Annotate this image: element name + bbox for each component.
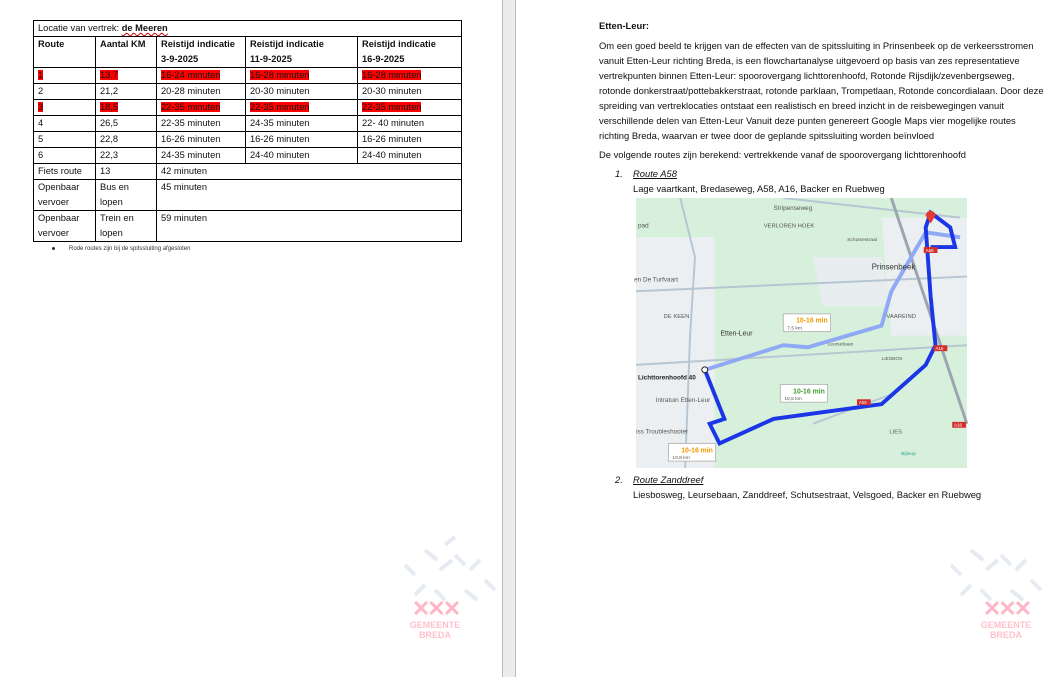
table-cell	[358, 100, 462, 116]
route-streets: Liesbosweg, Leursebaan, Zanddreef, Schutsestraat, Velsgoed, Backer en Ruebweg	[633, 489, 982, 500]
table-cell	[358, 116, 462, 132]
header-line: 16-9-2025	[362, 54, 405, 64]
cell-text: 2	[38, 86, 44, 96]
table-cell	[157, 68, 246, 84]
cell-text: 16-26 minuten	[362, 134, 422, 144]
svg-text:10-16 min: 10-16 min	[681, 447, 713, 455]
table-cell: Fiets route	[34, 164, 96, 180]
route-item-2	[615, 472, 1047, 502]
location-label: Locatie van vertrek:	[38, 23, 122, 33]
cell-text: 16-26 minuten	[161, 134, 221, 144]
cell-text: 22,3	[100, 150, 119, 160]
gemeente-breda-logo: ✕✕✕ GEMEENTE BREDA	[971, 598, 1041, 640]
route-item-1	[615, 166, 1047, 196]
route-title: Route Zanddreef	[633, 474, 704, 485]
map-label: VAAREIND	[886, 313, 917, 320]
body-paragraph: Om een goed beeld te krijgen van de effecten van de spitssluiting in Prinsenbeek op de verkeersstromen vanuit Etten-Leur richting Breda, is een flowchartanalyse uitgevoerd op basis van zes representatieve vertrekpunten binnen Etten-Leur: spoorovergang lichttorenhoofd, Rotonde Rijsdijk/zevenbergseweg, rotonde donkerstraat/pottebakkerstraat, rotonde parklaan, Trompetlaan, Rotonde concordialaan. Door deze spreiding van vertreklocaties ontstaat een realistisch en breed inzicht in de reisbewegingen vanuit verschillende delen van Etten-Leur Vanuit deze punten genereert Google Maps vier mogelijke routes richting Breda, waarvan er twee door de geplande spitssluiting worden beïnvloed	[599, 40, 1044, 141]
header-line: 11-9-2025	[250, 54, 292, 64]
cell-text: 16-24 minuten	[161, 70, 221, 80]
table-cell	[246, 68, 358, 84]
map-label: DE KEEN	[663, 313, 690, 320]
table-cell	[34, 68, 96, 84]
table-cell: Openbaar vervoer	[34, 211, 96, 242]
table-cell	[96, 116, 157, 132]
table-cell	[96, 132, 157, 148]
map-label: iss Troubleshooter	[636, 428, 689, 436]
cell-text: 21,2	[100, 86, 119, 96]
map-label: LIESBOS	[881, 357, 903, 362]
map-label: Prinsenbeek	[871, 262, 916, 272]
location-value: de Meeren	[121, 23, 168, 33]
table-cell	[358, 132, 462, 148]
header-line: Reistijd indicatie	[362, 39, 436, 49]
section-heading: Etten-Leur:	[599, 20, 649, 31]
table-cell	[246, 148, 358, 164]
footnote-text: Rode routes zijn bij de spitssluiting afgesloten	[69, 246, 191, 252]
table-row	[34, 211, 462, 242]
cell-text: 4	[38, 118, 44, 128]
cell-text: 13,7	[100, 70, 119, 80]
header-line: 3-9-2025	[161, 54, 199, 64]
table-cell	[246, 84, 358, 100]
location-cell	[34, 21, 462, 37]
cell-text: 24-35 minuten	[250, 118, 310, 128]
table-cell: 42 minuten	[157, 164, 462, 180]
svg-text:10-16 min: 10-16 min	[796, 317, 828, 325]
table-cell	[246, 116, 358, 132]
table-cell	[34, 132, 96, 148]
header-line: Route	[38, 39, 65, 49]
cell-text: 20-30 minuten	[250, 86, 310, 96]
map-label: Schutsestraat	[847, 238, 878, 244]
cell-text: 22-35 minuten	[161, 118, 221, 128]
map-label: VERLOREN HOEK	[763, 223, 815, 230]
document-page-left	[0, 0, 502, 677]
table-cell	[358, 84, 462, 100]
cell-text: 16-26 minuten	[250, 134, 310, 144]
svg-text:A58: A58	[925, 248, 934, 253]
cell-text: 16-28 minuten	[250, 70, 310, 80]
cell-text: 5	[38, 134, 44, 144]
table-row	[34, 164, 462, 180]
intro-paragraph: De volgende routes zijn berekend: vertrekkende vanaf de spoorovergang lichttorenhoofd	[599, 149, 966, 160]
table-cell	[246, 100, 358, 116]
cell-text: 20-28 minuten	[161, 86, 221, 96]
map-label: en De Turfvaart	[634, 276, 679, 284]
table-cell	[34, 148, 96, 164]
cell-text: 1	[38, 70, 44, 80]
table-cell	[157, 116, 246, 132]
cell-text: 22,8	[100, 134, 119, 144]
cell-text: 18,5	[100, 102, 119, 112]
table-cell	[96, 148, 157, 164]
list-number: 2.	[615, 474, 623, 485]
cell-text: 6	[38, 150, 44, 160]
svg-text:7,5 km: 7,5 km	[787, 326, 802, 332]
table-cell	[157, 100, 246, 116]
route-streets: Lage vaartkant, Bredaseweg, A58, A16, Backer en Ruebweg	[633, 183, 885, 194]
cell-text: 24-35 minuten	[161, 150, 221, 160]
cell-text: 22-35 minuten	[161, 102, 221, 112]
map-label: Stripenseweg	[773, 204, 813, 212]
list-number: 1.	[615, 168, 623, 179]
table-cell	[96, 84, 157, 100]
table-row	[34, 100, 462, 116]
table-cell: 45 minuten	[157, 180, 462, 211]
map-label: Intratuin Etten-Leur	[655, 397, 711, 405]
table-cell	[96, 100, 157, 116]
cell-text: 3	[38, 102, 44, 112]
cell-text: 22- 40 minuten	[362, 118, 425, 128]
cell-text: 26,5	[100, 118, 119, 128]
table-cell: 13	[96, 164, 157, 180]
svg-text:A16: A16	[935, 346, 944, 352]
map-label: pad	[638, 222, 649, 230]
svg-text:A58: A58	[858, 400, 867, 406]
column-header	[96, 37, 157, 68]
table-cell: Bus en lopen	[96, 180, 157, 211]
table-row	[34, 148, 462, 164]
route-table	[33, 20, 462, 242]
header-line: Aantal KM	[100, 39, 146, 49]
cell-text: 22-35 minuten	[250, 102, 310, 112]
map-label: Bijloop	[901, 452, 916, 458]
header-line: Reistijd indicatie	[161, 39, 235, 49]
table-cell: 59 minuten	[157, 211, 462, 242]
table-cell	[157, 84, 246, 100]
table-cell: Openbaar vervoer	[34, 180, 96, 211]
table-row	[34, 180, 462, 211]
map-label: Lichttorenhoofd 40	[638, 374, 696, 382]
table-cell	[246, 132, 358, 148]
right-content	[599, 18, 1047, 502]
table-cell	[358, 68, 462, 84]
table-cell	[358, 148, 462, 164]
table-cell: Trein en lopen	[96, 211, 157, 242]
table-row	[34, 132, 462, 148]
cell-text: 24-40 minuten	[250, 150, 310, 160]
cell-text: 24-40 minuten	[362, 150, 422, 160]
table-cell	[157, 132, 246, 148]
table-header-row	[34, 37, 462, 68]
column-header	[246, 37, 358, 68]
left-content	[33, 20, 461, 253]
table-row	[34, 116, 462, 132]
logo-line2: BREDA	[418, 630, 451, 640]
document-page-right	[516, 0, 1056, 677]
table-cell	[34, 100, 96, 116]
route-title: Route A58	[633, 168, 677, 179]
gemeente-breda-logo: ✕✕✕ GEMEENTE BREDA	[400, 598, 470, 640]
column-header	[157, 37, 246, 68]
table-cell	[34, 116, 96, 132]
page-gap	[502, 0, 516, 677]
column-header	[358, 37, 462, 68]
table-row	[34, 84, 462, 100]
svg-text:10-16 min: 10-16 min	[793, 388, 825, 396]
table-cell	[96, 68, 157, 84]
table-cell	[34, 84, 96, 100]
svg-text:A16: A16	[954, 422, 963, 428]
svg-text:10,8 km: 10,8 km	[672, 456, 690, 462]
footnote	[52, 245, 461, 253]
column-header	[34, 37, 96, 68]
map-label: LIES	[889, 429, 903, 436]
logo-line1: GEMEENTE	[409, 620, 461, 630]
header-line: Reistijd indicatie	[250, 39, 324, 49]
table-cell	[157, 148, 246, 164]
table-row	[34, 68, 462, 84]
cell-text: 20-30 minuten	[362, 86, 422, 96]
svg-text:10,5 km: 10,5 km	[784, 397, 802, 403]
logo-line1: GEMEENTE	[980, 620, 1032, 630]
cell-text: 22-35 minuten	[362, 102, 422, 112]
route-map	[633, 198, 970, 468]
map-label: Leursebaan	[827, 342, 854, 348]
map-label: Etten-Leur	[720, 330, 753, 338]
cell-text: 16-28 minuten	[362, 70, 422, 80]
logo-line2: BREDA	[989, 630, 1022, 640]
